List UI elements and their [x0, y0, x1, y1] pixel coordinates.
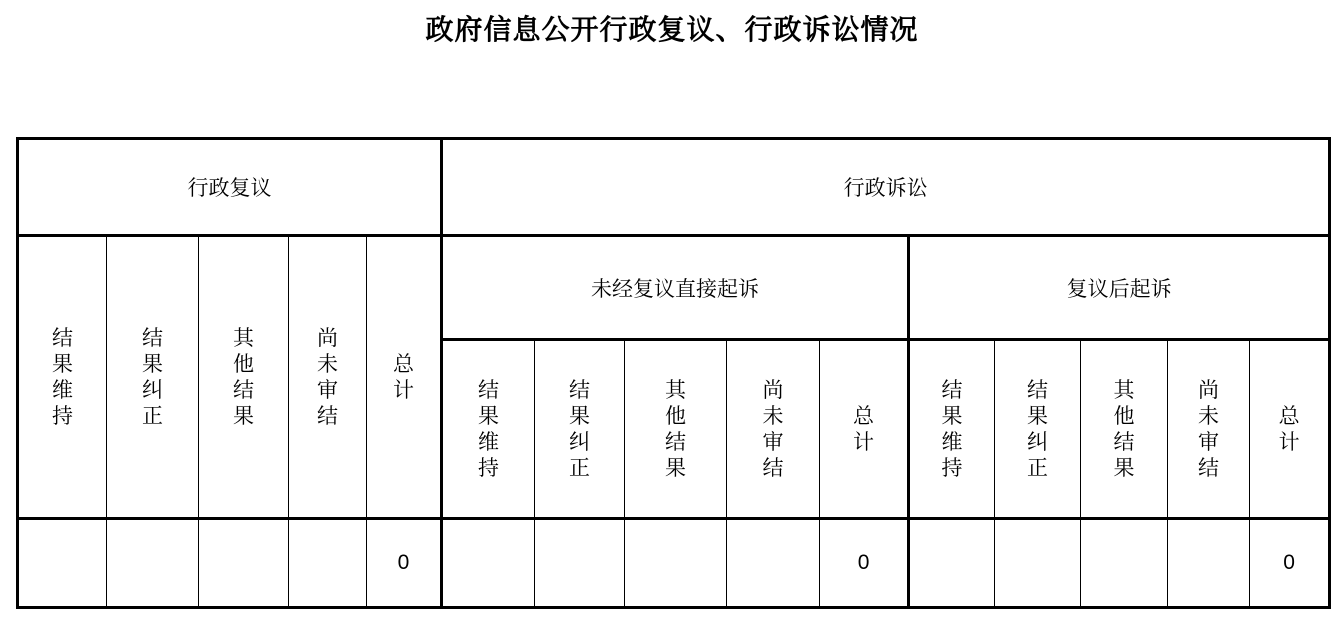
cell-after-corrected [995, 519, 1081, 608]
header-after-upheld: 结果维持 [909, 340, 995, 519]
cell-review-upheld [18, 519, 107, 608]
header-after-review-litigation: 复议后起诉 [909, 236, 1330, 340]
cell-review-total: 0 [367, 519, 442, 608]
cell-after-pending [1168, 519, 1250, 608]
header-after-corrected: 结果纠正 [995, 340, 1081, 519]
header-after-pending: 尚未审结 [1168, 340, 1250, 519]
header-direct-other: 其他结果 [625, 340, 727, 519]
review-litigation-table [16, 137, 1331, 609]
header-direct-pending: 尚未审结 [727, 340, 820, 519]
cell-direct-upheld [442, 519, 535, 608]
header-review-other: 其他结果 [199, 236, 289, 519]
header-after-other: 其他结果 [1081, 340, 1168, 519]
cell-after-upheld [909, 519, 995, 608]
cell-review-other [199, 519, 289, 608]
page-title: 政府信息公开行政复议、行政诉讼情况 [425, 13, 919, 46]
data-row [18, 519, 1330, 608]
header-review-total: 总计 [367, 236, 442, 519]
header-direct-litigation: 未经复议直接起诉 [442, 236, 909, 340]
header-review-pending: 尚未审结 [289, 236, 367, 519]
header-review-upheld: 结果维持 [18, 236, 107, 519]
header-after-total: 总计 [1250, 340, 1330, 519]
cell-after-total: 0 [1250, 519, 1330, 608]
cell-direct-other [625, 519, 727, 608]
cell-direct-total: 0 [820, 519, 909, 608]
header-row-subgroups [18, 236, 1330, 340]
header-direct-total: 总计 [820, 340, 909, 519]
header-row-groups [18, 139, 1330, 236]
cell-direct-pending [727, 519, 820, 608]
header-direct-corrected: 结果纠正 [535, 340, 625, 519]
header-administrative-review: 行政复议 [18, 139, 442, 236]
cell-review-corrected [107, 519, 199, 608]
header-review-corrected: 结果纠正 [107, 236, 199, 519]
header-direct-upheld: 结果维持 [442, 340, 535, 519]
cell-direct-corrected [535, 519, 625, 608]
cell-after-other [1081, 519, 1168, 608]
cell-review-pending [289, 519, 367, 608]
header-administrative-litigation: 行政诉讼 [442, 139, 1330, 236]
